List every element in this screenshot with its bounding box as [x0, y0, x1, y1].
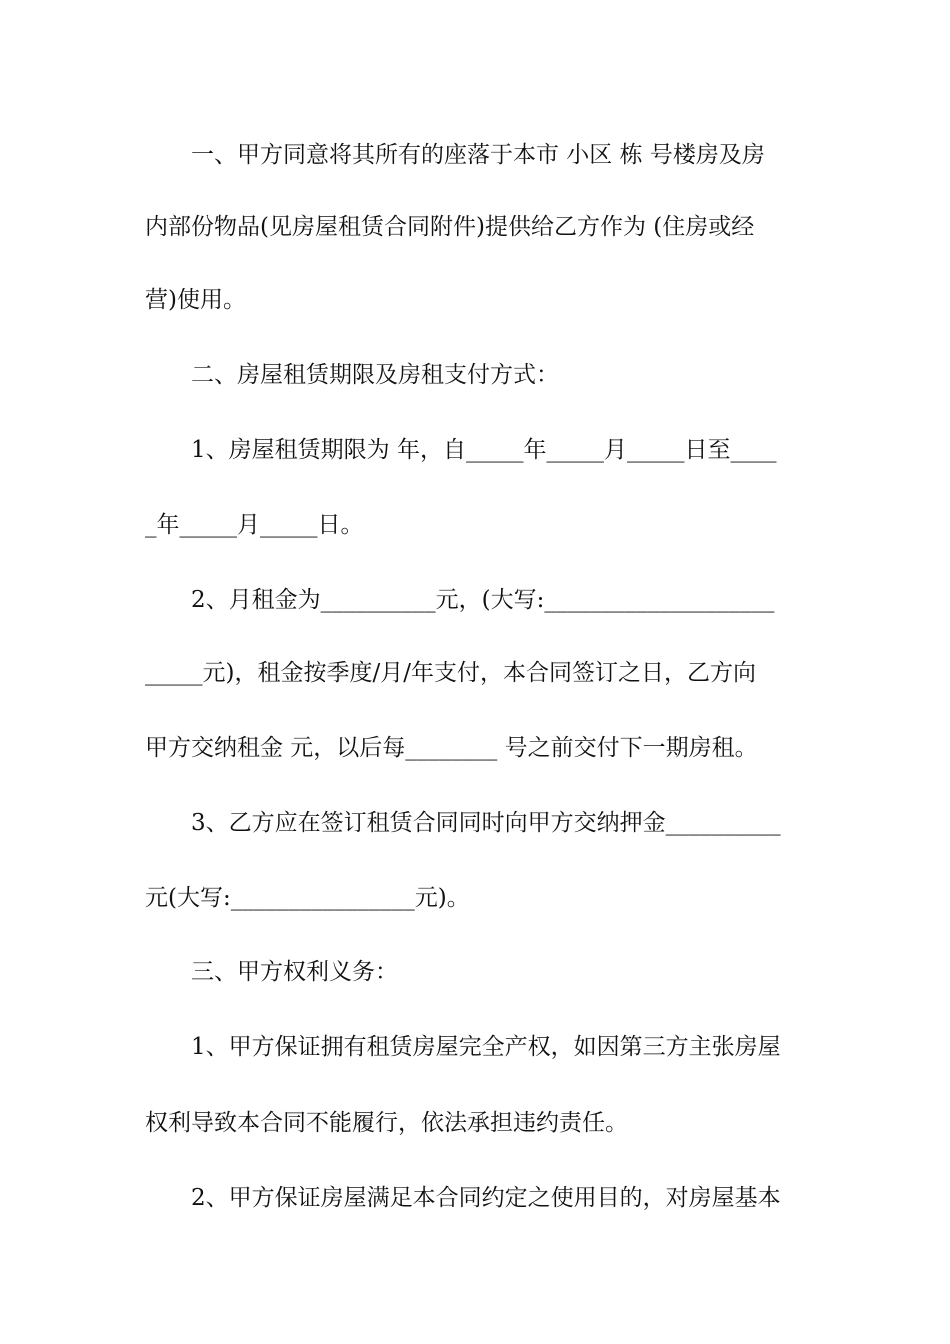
term-line-2: _年_____月_____日。: [145, 512, 364, 538]
rent-line-3: 甲方交纳租金 元，以后每________ 号之前交付下一期房租。: [145, 735, 758, 761]
clause-1-line-1: 一、甲方同意将其所有的座落于本市 小区 栋 号楼房及房: [191, 142, 765, 168]
rent-line-1: 2、月租金为__________元，(大写:____________________: [191, 587, 775, 613]
deposit-line-1: 3、乙方应在签订租赁合同同时向甲方交纳押金__________: [191, 810, 781, 836]
party-a-duty-1-line-2: 权利导致本合同不能履行，依法承担违约责任。: [145, 1110, 628, 1136]
party-a-duty-1-line-1: 1、甲方保证拥有租赁房屋完全产权，如因第三方主张房屋: [191, 1034, 781, 1060]
clause-1-line-2: 内部份物品(见房屋租赁合同附件)提供给乙方作为 (住房或经: [145, 214, 755, 240]
clause-1-line-3: 营)使用。: [145, 287, 246, 313]
deposit-line-2: 元(大写:________________元)。: [145, 885, 470, 911]
rent-line-2: _____元)，租金按季度/月/年支付，本合同签订之日，乙方向: [145, 660, 756, 686]
party-a-duty-2-line-1: 2、甲方保证房屋满足本合同约定之使用目的，对房屋基本: [191, 1185, 781, 1211]
term-line-1: 1、房屋租赁期限为 年，自_____年_____月_____日至____: [191, 437, 777, 463]
section-3-heading: 三、甲方权利义务：: [191, 959, 398, 985]
section-2-heading: 二、房屋租赁期限及房租支付方式：: [191, 362, 559, 388]
